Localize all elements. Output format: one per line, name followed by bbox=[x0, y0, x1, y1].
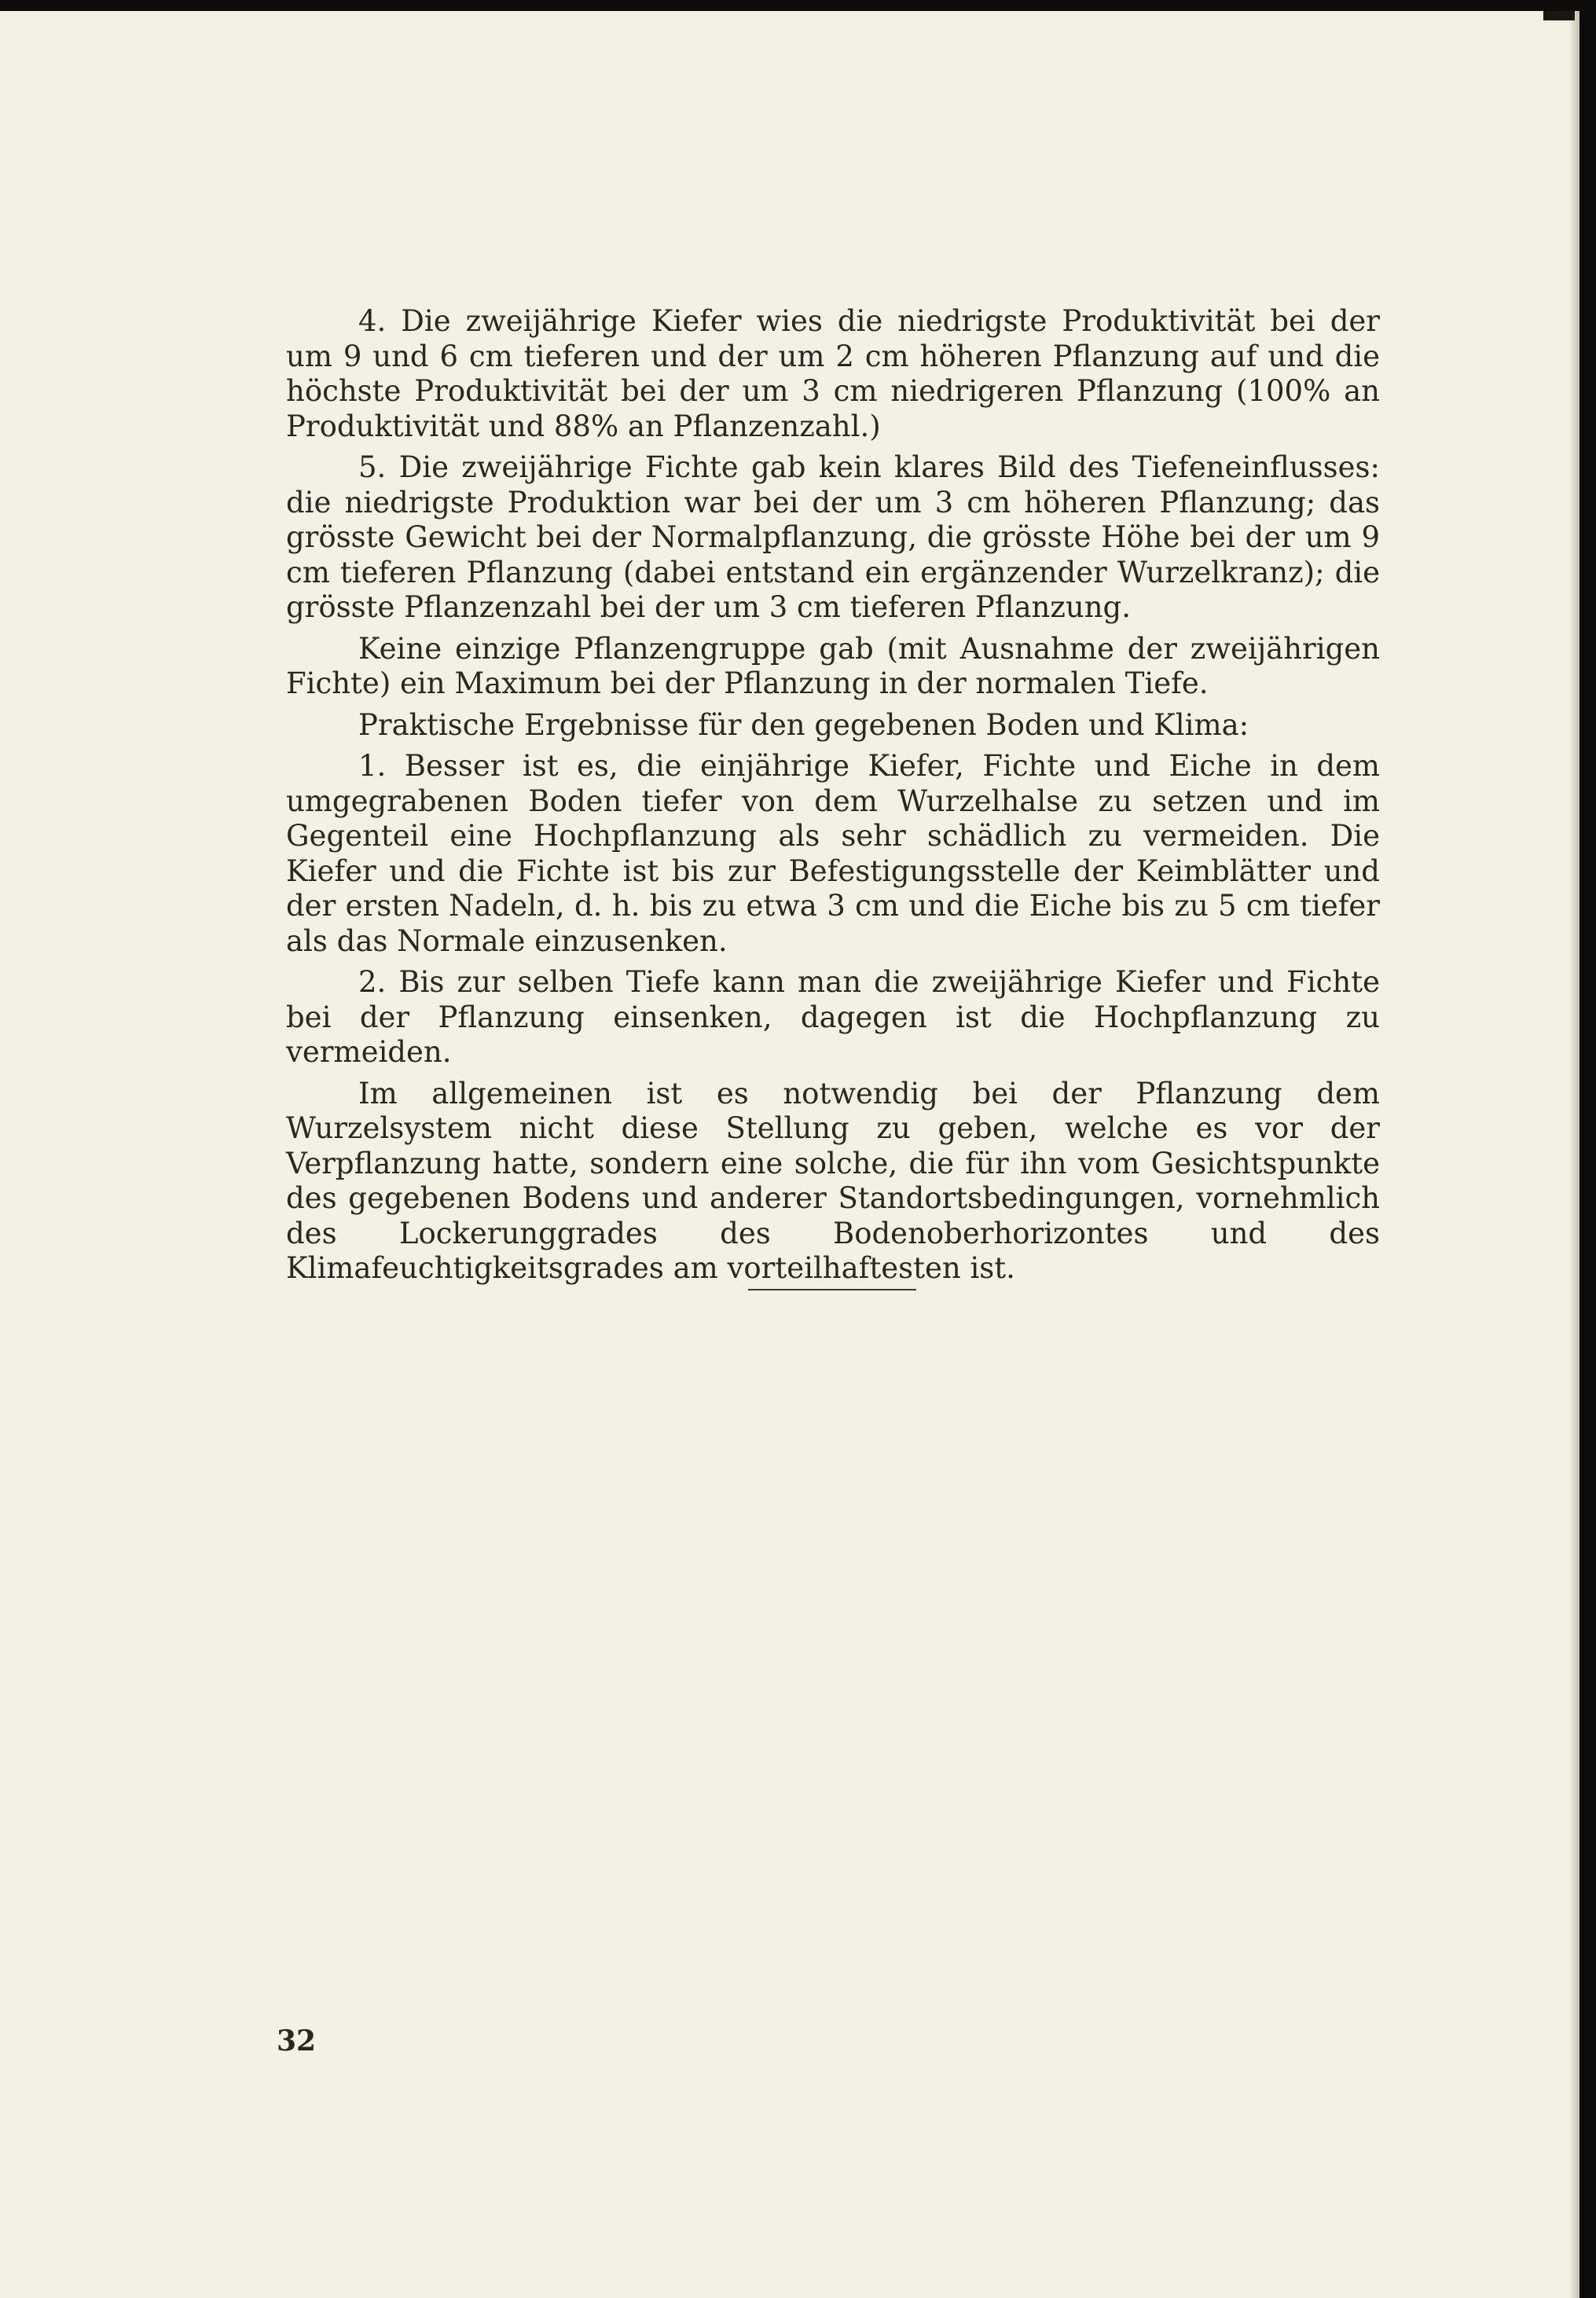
document-page bbox=[0, 11, 1579, 2298]
paragraph-no-maximum: Keine einzige Pflanzengruppe gab (mit Ausnahme der zweijährigen Fichte) ein Maximum bei der Pflanzung in der normalen Tiefe. bbox=[286, 631, 1380, 700]
paragraph-result-2: 2. Bis zur selben Tiefe kann man die zweijährige Kiefer und Fichte bei der Pflanzung einsenken, dagegen ist die Hochpflanzung zu vermeiden. bbox=[286, 965, 1380, 1069]
paragraph-practical-results-heading: Praktische Ergebnisse für den gegebenen Boden und Klima: bbox=[358, 707, 1249, 742]
page-number: 32 bbox=[277, 2025, 317, 2058]
paragraph-conclusion: Im allgemeinen ist es notwendig bei der Pflanzung dem Wurzelsystem nicht diese Stellung zu geben, welche es vor der Verpflanzung hatte, sondern eine solche, die für ihn vom Gesichtspunkte des gegebenen Bodens und anderer Standortsbedingungen, vornehmlich des Lockerunggrades des Bodenoberhorizontes und des Klimafeuchtigkeitsgrades am vorteilhaftesten ist. bbox=[286, 1076, 1380, 1285]
paragraph-result-1: 1. Besser ist es, die einjährige Kiefer, Fichte und Eiche in dem umgegrabenen Boden tiefer von dem Wurzelhalse zu setzen und im Gegenteil eine Hochpflanzung als sehr schädlich zu vermeiden. Die Kiefer und die Fichte ist bis zur Befestigungsstelle der Keimblätter und der ersten Nadeln, d. h. bis zu etwa 3 cm und die Eiche bis zu 5 cm tiefer als das Normale einzusenken. bbox=[286, 749, 1380, 958]
page-edge-shadow bbox=[1568, 11, 1579, 2298]
body-text bbox=[286, 304, 1380, 1293]
end-rule bbox=[748, 1289, 916, 1290]
paragraph-4-kiefer: 4. Die zweijährige Kiefer wies die niedrigste Produktivität bei der um 9 und 6 cm tieferen und der um 2 cm höheren Pflanzung auf und die höchste Produktivität bei der um 3 cm niedrigeren Pflanzung (100% an Produktivität und 88% an Pflanzenzahl.) bbox=[286, 304, 1380, 443]
paragraph-5-fichte: 5. Die zweijährige Fichte gab kein klares Bild des Tiefeneinflusses: die niedrigste Produktion war bei der um 3 cm höheren Pflanzung; das grösste Gewicht bei der Normalpflanzung, die grösste Höhe bei der um 9 cm tieferen Pflanzung (dabei entstand ein ergänzender Wurzelkranz); die grösste Pflanzenzahl bei der um 3 cm tieferen Pflanzung. bbox=[286, 450, 1380, 624]
